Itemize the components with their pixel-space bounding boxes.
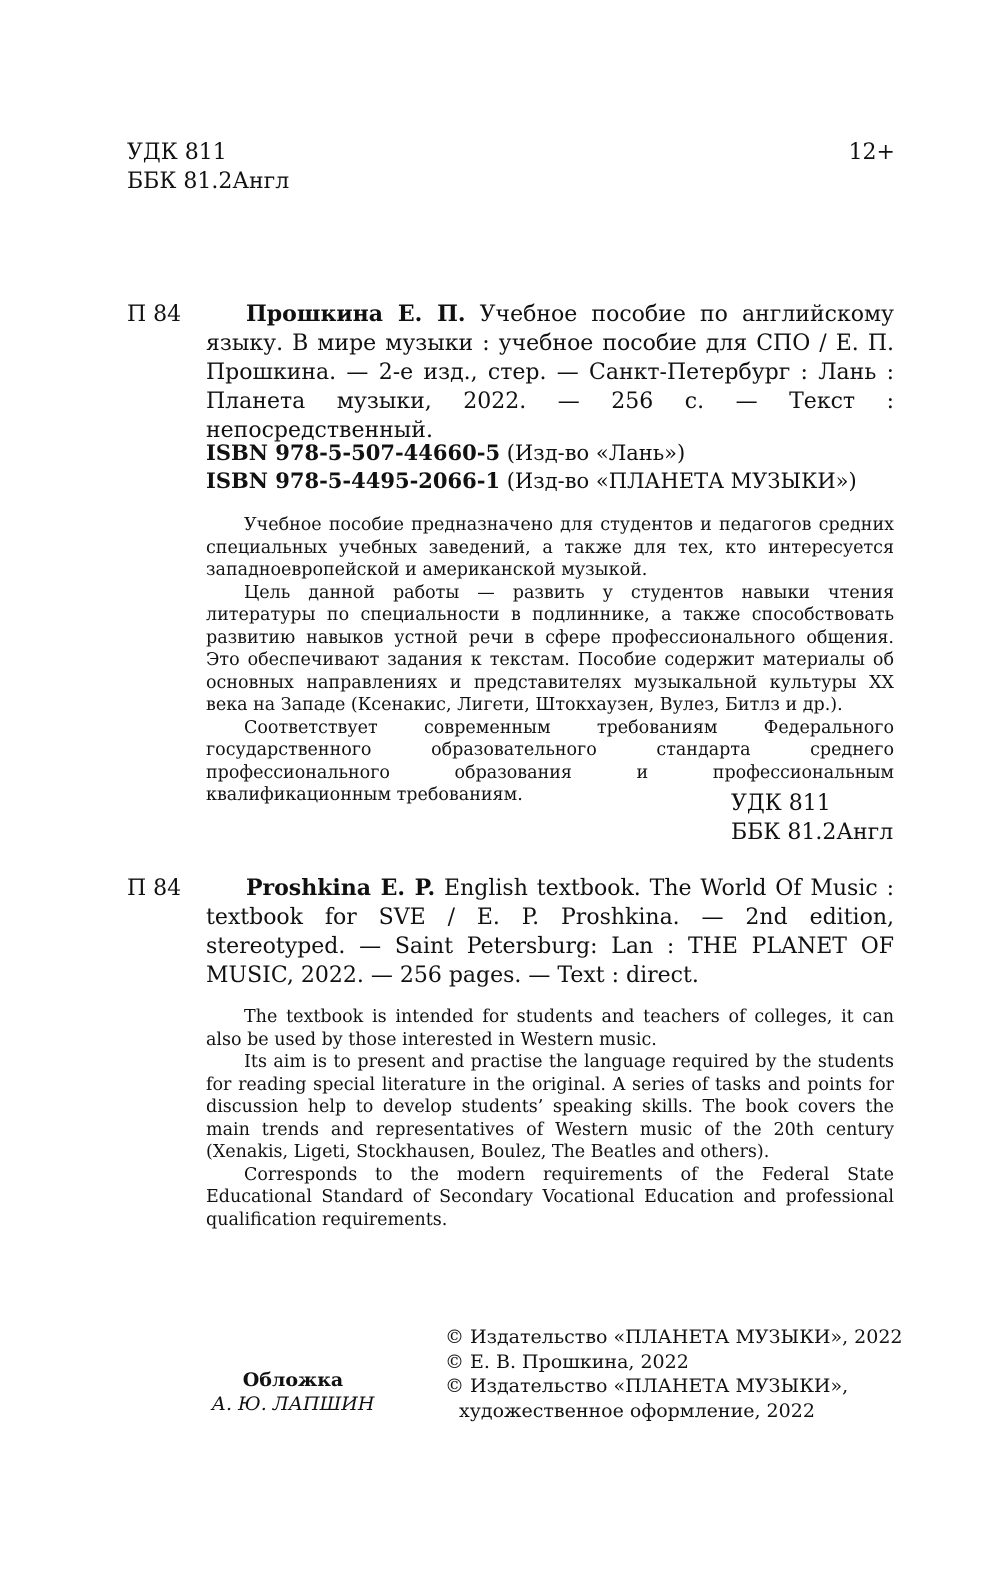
abstract-paragraph: The textbook is intended for students and teachers of colleges, it can also be used by those interested in Western music. <box>206 1007 894 1050</box>
udk-code: УДК 811 <box>731 791 831 816</box>
entry-text-en: English textbook. The World Of Music : textbook for SVE / E. P. Proshkina. — 2nd edition, stereotyped. — Saint Petersburg: Lan : THE PLANET OF MUSIC, 2022. — 256 pages. — Text : direct. <box>206 876 894 988</box>
abstract-paragraph: Цель данной работы — развить у студентов навыки чтения литературы по специальности в подлиннике, а также способствовать развитию навыков устной речи в сфере профессионального общения. Это обеспечивают задания к текстам. Пособие содержит материалы об основных направлениях и представителях музыкальной культуры XX века на Западе (Ксенакис, Лигети, Штокхаузен, Вулез, Битлз и др.). <box>206 582 894 715</box>
bibliographic-entry-en <box>206 874 894 990</box>
top-classification <box>127 138 289 196</box>
author-mark-ru: П 84 <box>127 302 182 327</box>
abstract-paragraph: Соответствует современным требованиям Федерального государственного образовательного стандарта среднего профессионального образования и профессиональным квалификационным требованиям. <box>206 717 894 805</box>
age-rating: 12+ <box>848 140 895 165</box>
abstract-en <box>206 1006 894 1231</box>
abstract-ru <box>206 514 894 807</box>
abstract-paragraph: Corresponds to the modern requirements of the Federal State Educational Standard of Secondary Vocational Education and professional qualification requirements. <box>206 1164 894 1230</box>
isbn-publisher-1: (Изд-во «Лань») <box>500 441 686 465</box>
cover-designer: А. Ю. ЛАПШИН <box>211 1393 375 1415</box>
copyright-block <box>445 1325 903 1423</box>
cover-label: Обложка <box>242 1369 344 1391</box>
udk-code: УДК 811 <box>127 140 227 165</box>
copyright-line: © Издательство «ПЛАНЕТА МУЗЫКИ», <box>445 1375 849 1397</box>
isbn-number-2: ISBN 978-5-4495-2066-1 <box>206 468 501 493</box>
author-name-ru: Прошкина Е. П. <box>246 301 466 327</box>
abstract-paragraph: Its aim is to present and practise the language required by the students for reading special literature in the original. A series of tasks and points for discussion help to develop students’ speaking skills. The book covers the main trends and representatives of Western music of the 20th century (Xenakis, Ligeti, Stockhausen, Boulez, The Beatles and others). <box>206 1052 894 1162</box>
bibliographic-entry-ru <box>206 300 894 445</box>
isbn-line-1 <box>206 439 896 467</box>
isbn-block <box>206 439 896 495</box>
isbn-number-1: ISBN 978-5-507-44660-5 <box>206 440 501 465</box>
isbn-line-2 <box>206 467 896 495</box>
isbn-publisher-2: (Изд-во «ПЛАНЕТА МУЗЫКИ») <box>500 469 857 493</box>
author-name-en: Proshkina E. P. <box>246 875 436 901</box>
copyright-line: © Издательство «ПЛАНЕТА МУЗЫКИ», 2022 <box>445 1326 903 1348</box>
author-mark-en: П 84 <box>127 876 182 901</box>
cover-credit <box>198 1368 388 1416</box>
copyright-line: художественное оформление, 2022 <box>459 1399 815 1422</box>
bbk-code: ББК 81.2Англ <box>731 820 894 845</box>
mid-classification <box>731 789 893 847</box>
copyright-line: © Е. В. Прошкина, 2022 <box>445 1350 689 1373</box>
entry-text-ru: Учебное пособие по английскому языку. В мире музыки : учебное пособие для СПО / Е. П. Прошкина. — 2-е изд., стер. — Санкт-Петербург : Лань : Планета музыки, 2022. — 256 с. — Текст : непосредственный. <box>206 302 894 443</box>
bbk-code: ББК 81.2Англ <box>127 169 290 194</box>
abstract-paragraph: Учебное пособие предназначено для студентов и педагогов средних специальных учебных заведений, а также для тех, кто интересуется западноевропейской и американской музыкой. <box>206 515 894 580</box>
